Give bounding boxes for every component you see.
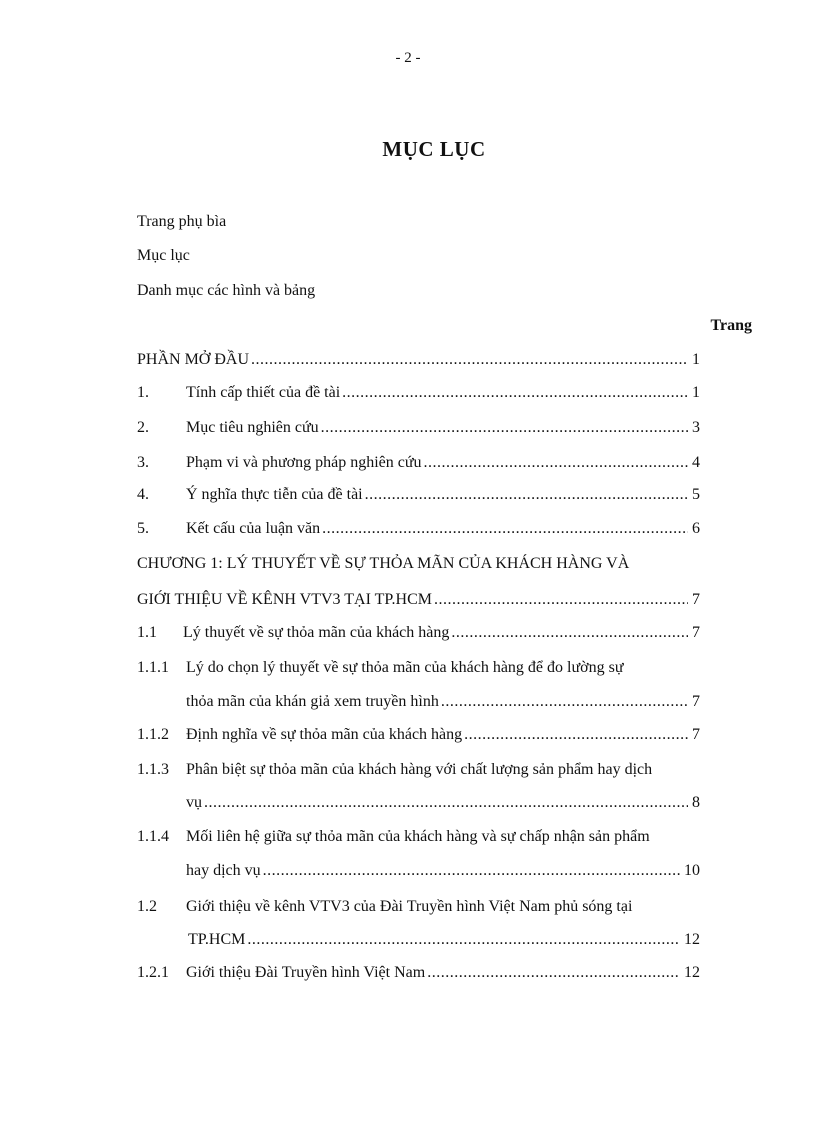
page-number: - 2 -: [395, 50, 421, 66]
prelim-list-of-figures: Danh mục các hình và bảng: [137, 282, 316, 299]
toc-entry-page: 8: [692, 794, 700, 811]
toc-entry-number: 1.: [137, 384, 149, 401]
toc-entry-3: [137, 450, 700, 476]
page-column-header: Trang: [710, 317, 752, 334]
dot-leader: [342, 380, 688, 406]
toc-entry-page: 6: [692, 520, 700, 537]
toc-entry-1-2-continuation: [137, 927, 700, 953]
toc-entry-text: hay dịch vụ: [186, 862, 261, 879]
toc-entry-number: 1.2.1: [137, 964, 169, 981]
toc-entry-text: TP.HCM: [188, 931, 246, 948]
toc-entry-text: Định nghĩa về sự thỏa mãn của khách hàng: [186, 726, 463, 743]
dot-leader: [322, 516, 688, 542]
toc-entry-page: 7: [692, 726, 700, 743]
toc-entry-1-2-1: [137, 960, 700, 986]
toc-entry-number: 5.: [137, 520, 149, 537]
toc-entry-page: 7: [692, 591, 700, 608]
toc-entry-5: [137, 516, 700, 542]
toc-entry-number: 1.1.3: [137, 761, 169, 778]
dot-leader: [441, 689, 688, 715]
toc-entry-page: 7: [692, 693, 700, 710]
toc-entry-1-1: [137, 620, 700, 646]
prelim-cover-page: Trang phụ bìa: [137, 213, 227, 230]
toc-entry-page: 4: [692, 454, 700, 471]
toc-entry-page: 3: [692, 419, 700, 436]
toc-entry-page: 12: [684, 931, 700, 948]
toc-entry-intro: [137, 347, 700, 373]
toc-entry-1-2-title: Giới thiệu về kênh VTV3 của Đài Truyền hình Việt Nam phủ sóng tại: [186, 898, 633, 915]
dot-leader: [251, 347, 688, 373]
dot-leader: [451, 620, 688, 646]
toc-entry-1-1-1-title: Lý do chọn lý thuyết về sự thỏa mãn của khách hàng để đo lường sự: [186, 659, 624, 676]
toc-entry-1-1-3-title: Phân biệt sự thỏa mãn của khách hàng với chất lượng sản phẩm hay dịch: [186, 761, 653, 778]
dot-leader: [427, 960, 680, 986]
toc-entry-2: [137, 415, 700, 441]
toc-entry-1-1-4-continuation: [137, 858, 700, 884]
dot-leader: [263, 858, 680, 884]
toc-entry-page: 10: [684, 862, 700, 879]
toc-entry-text: Ý nghĩa thực tiễn của đề tài: [186, 486, 363, 503]
dot-leader: [204, 790, 688, 816]
toc-entry-number: 1.1.1: [137, 659, 169, 676]
toc-entry-number: 1.1.4: [137, 828, 169, 845]
toc-entry-number: 3.: [137, 454, 149, 471]
toc-entry-1-1-4-title: Mối liên hệ giữa sự thỏa mãn của khách hàng và sự chấp nhận sản phẩm: [186, 828, 650, 845]
toc-entry-text: GIỚI THIỆU VỀ KÊNH VTV3 TẠI TP.HCM: [137, 591, 432, 608]
dot-leader: [434, 587, 688, 613]
toc-chapter-1-continuation: [137, 587, 700, 613]
toc-entry-text: Lý thuyết về sự thỏa mãn của khách hàng: [183, 624, 450, 641]
toc-entry-text: vụ: [186, 794, 202, 811]
toc-entry-page: 12: [684, 964, 700, 981]
toc-entry-page: 1: [692, 384, 700, 401]
toc-entry-text: thỏa mãn của khán giả xem truyền hình: [186, 693, 439, 710]
toc-chapter-1-title: CHƯƠNG 1: LÝ THUYẾT VỀ SỰ THỎA MÃN CỦA KHÁCH HÀNG VÀ: [137, 555, 630, 572]
toc-entry-text: Phạm vi và phương pháp nghiên cứu: [186, 454, 422, 471]
page-title: MỤC LỤC: [382, 137, 486, 161]
toc-entry-text: Kết cấu của luận văn: [186, 520, 321, 537]
toc-entry-page: 1: [692, 351, 700, 368]
toc-entry-number: 2.: [137, 419, 149, 436]
dot-leader: [424, 450, 688, 476]
toc-entry-1: [137, 380, 700, 406]
toc-entry-1-1-2: [137, 722, 700, 748]
toc-entry-text: Tính cấp thiết của đề tài: [186, 384, 341, 401]
dot-leader: [365, 482, 688, 508]
dot-leader: [321, 415, 688, 441]
toc-entry-text: PHẦN MỞ ĐẦU: [137, 351, 250, 368]
dot-leader: [247, 927, 680, 953]
toc-entry-number: 4.: [137, 486, 149, 503]
toc-entry-text: Mục tiêu nghiên cứu: [186, 419, 319, 436]
toc-entry-number: 1.1: [137, 624, 157, 641]
toc-entry-1-1-1-continuation: [137, 689, 700, 715]
toc-entry-4: [137, 482, 700, 508]
toc-entry-number: 1.1.2: [137, 726, 169, 743]
toc-entry-page: 7: [692, 624, 700, 641]
toc-entry-number: 1.2: [137, 898, 157, 915]
toc-entry-page: 5: [692, 486, 700, 503]
toc-entry-text: Giới thiệu Đài Truyền hình Việt Nam: [186, 964, 426, 981]
dot-leader: [464, 722, 688, 748]
toc-entry-1-1-3-continuation: [137, 790, 700, 816]
prelim-table-of-contents: Mục lục: [137, 247, 190, 264]
